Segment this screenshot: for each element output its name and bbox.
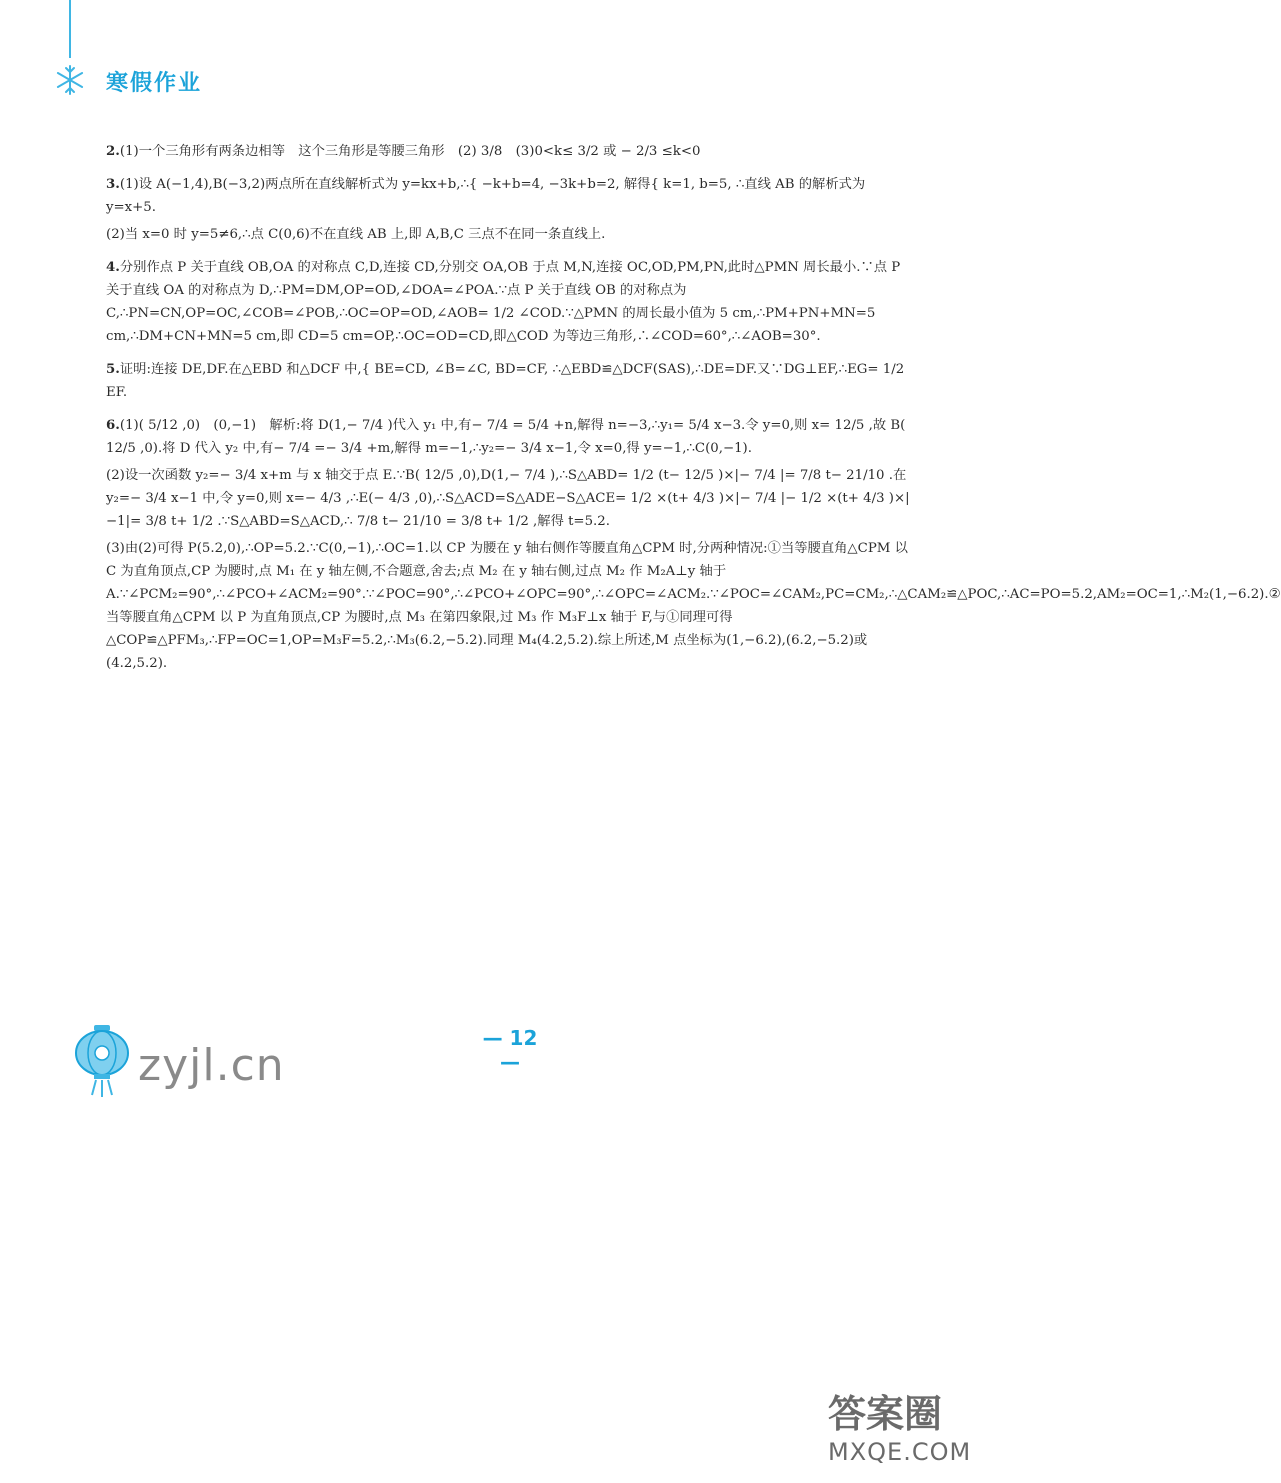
answer-number: 3.: [106, 177, 120, 192]
answer-4: [106, 256, 912, 348]
stamp-logo: 答案圈: [828, 1392, 943, 1436]
logo-watermark: zyjl.cn: [138, 1040, 285, 1091]
answer-number: 4.: [106, 260, 120, 275]
stamp-site: MXQE.COM: [828, 1438, 972, 1466]
answer-text: (3)由(2)可得 P(5.2,0),∴OP=5.2.∵C(0,−1),∴OC=1.以 CP 为腰在 y 轴右侧作等腰直角△CPM 时,分两种情况:①当等腰直角△CPM 以 C 为直角顶点,CP 为腰时,点 M₁ 在 y 轴左侧,不合题意,舍去;点 M₂ 在 y 轴右侧,过点 M₂ 作 M₂A⊥y 轴于 A.∵∠PCM₂=90°,∴∠PCO+∠ACM₂=90°.∵∠POC=90°,∴∠PCO+∠OPC=90°,∴∠OPC=∠ACM₂.∵∠POC=∠CAM₂,PC=CM₂,∴△CAM₂≌△POC,∴AC=PO=5.2,AM₂=OC=1,∴M₂(1,−6.2).②当等腰直角△CPM 以 P 为直角顶点,CP 为腰时,点 M₃ 在第四象限,过 M₃ 作 M₃F⊥x 轴于 F,与①同理可得△COP≌△PFM₃,∴FP=OC=1,OP=M₃F=5.2,∴M₃(6.2,−5.2).同理 M₄(4.2,5.2).综上所述,M 点坐标为(1,−6.2),(6.2,−5.2)或(4.2,5.2).: [106, 541, 1281, 671]
header-rule: [69, 0, 71, 58]
answer-text: (1)一个三角形有两条边相等 这个三角形是等腰三角形 (2) 3/8 (3)0<k≤ 3/2 或 − 2/3 ≤k<0: [119, 144, 701, 159]
lantern-icon: [72, 1023, 132, 1098]
answer-content: [106, 140, 1281, 685]
answer-text: (1)设 A(−1,4),B(−3,2)两点所在直线解析式为 y=kx+b,∴{ −k+b=4, −3k+b=2, 解得{ k=1, b=5, ∴直线 AB 的解析式为 y=x+5.: [106, 177, 866, 215]
answer-6: [106, 414, 912, 460]
answer-text: 证明:连接 DE,DF.在△EBD 和△DCF 中,{ BE=CD, ∠B=∠C, BD=CF, ∴△EBD≌△DCF(SAS),∴DE=DF.又∵DG⊥EF,∴EG= 1/2 EF.: [106, 362, 905, 400]
snowflake-icon: [54, 64, 86, 96]
answer-3: [106, 173, 912, 219]
answer-text: (2)当 x=0 时 y=5≠6,∴点 C(0,6)不在直线 AB 上,即 A,B,C 三点不在同一条直线上.: [106, 227, 606, 242]
answer-6-part-2: [106, 464, 912, 533]
answer-5: [106, 358, 912, 404]
answer-number: 6.: [106, 418, 120, 433]
answer-number: 2.: [106, 144, 120, 159]
answer-text: (2)设一次函数 y₂=− 3/4 x+m 与 x 轴交于点 E.∵B( 12/5 ,0),D(1,− 7/4 ),∴S△ABD= 1/2 (t− 12/5 )×|− 7/4 |= 7/8 t− 21/10 .在 y₂=− 3/4 x−1 中,令 y=0,则 x=− 4/3 ,∴E(− 4/3 ,0),∴S△ACD=S△ADE−S△ACE= 1/2 ×(t+ 4/3 )×|− 7/4 |− 1/2 ×(t+ 4/3 )×|−1|= 3/8 t+ 1/2 .∵S△ABD=S△ACD,∴ 7/8 t− 21/10 = 3/8 t+ 1/2 ,解得 t=5.2.: [106, 468, 910, 529]
site-stamp-watermark: [828, 1383, 992, 1475]
page-header-title: 寒假作业: [106, 71, 203, 96]
answer-text: (1)( 5/12 ,0) (0,−1) 解析:将 D(1,− 7/4 )代入 y₁ 中,有− 7/4 = 5/4 +n,解得 n=−3,∴y₁= 5/4 x−3.令 y=0,则 x= 12/5 ,故 B( 12/5 ,0).将 D 代入 y₂ 中,有− 7/4 =− 3/4 +m,解得 m=−1,∴y₂=− 3/4 x−1,令 x=0,得 y=−1,∴C(0,−1).: [106, 418, 906, 456]
answer-text: 分别作点 P 关于直线 OB,OA 的对称点 C,D,连接 CD,分别交 OA,OB 于点 M,N,连接 OC,OD,PM,PN,此时△PMN 周长最小.∵点 P 关于直线 OA 的对称点为 D,∴PM=DM,OP=OD,∠DOA=∠POA.∵点 P 关于直线 OB 的对称点为 C,∴PN=CN,OP=OC,∠COB=∠POB,∴OC=OP=OD,∠AOB= 1/2 ∠COD.∵△PMN 的周长最小值为 5 cm,∴PM+PN+MN=5 cm,∴DM+CN+MN=5 cm,即 CD=5 cm=OP,∴OC=OD=CD,即△COD 为等边三角形,∴∠COD=60°,∴∠AOB=30°.: [106, 260, 901, 344]
answer-number: 5.: [106, 362, 120, 377]
answer-3-part-2: [106, 223, 912, 246]
answer-2: [106, 140, 912, 163]
answer-6-part-3: [106, 537, 1281, 675]
page-number: — 12 —: [482, 1026, 538, 1074]
